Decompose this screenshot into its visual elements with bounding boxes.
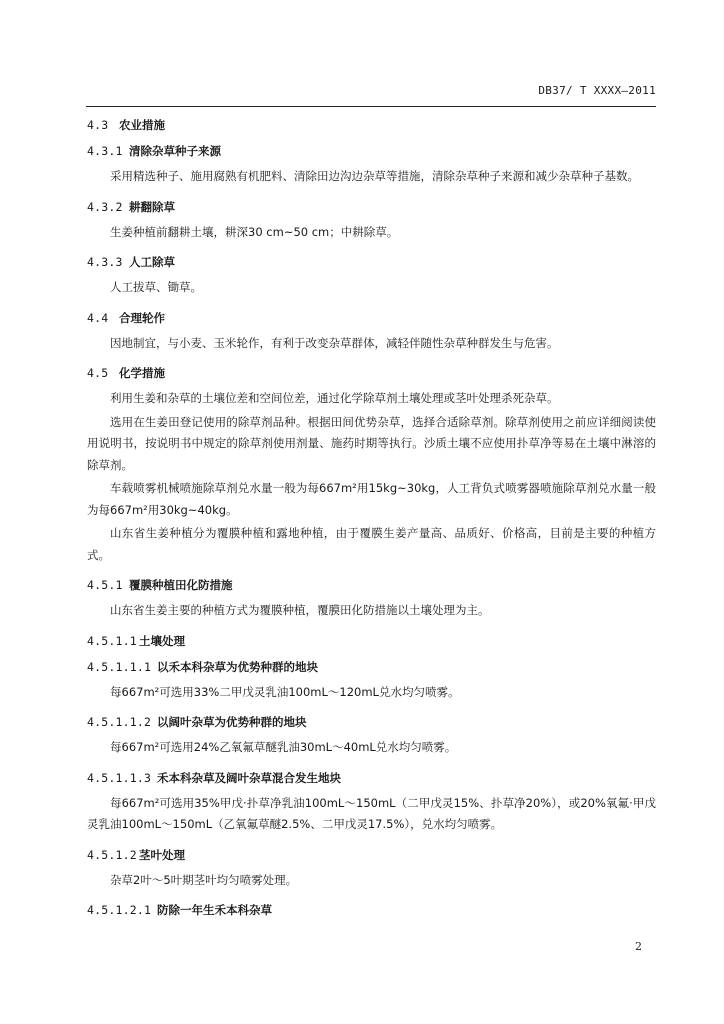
heading-4-5-1	[87, 572, 656, 598]
heading-title: 防除一年生禾本科杂草	[157, 903, 272, 917]
heading-title: 人工除草	[129, 255, 175, 269]
heading-number: 4.3	[87, 118, 109, 132]
paragraph: 利用生姜和杂草的土壤位差和空间位差，通过化学除草剂土壤处理或茎叶处理杀死杂草。	[110, 391, 559, 405]
heading-title: 耕翻除草	[129, 199, 175, 214]
paragraph: 生姜种植前翻耕土壤，耕深30 cm~50 cm；中耕除草。	[110, 224, 399, 239]
heading-number: 4.5.1	[87, 578, 123, 592]
heading-4-5-1-2	[87, 842, 656, 868]
heading-number: 4.5.1.2.1	[87, 903, 152, 917]
document-body	[87, 112, 656, 923]
header-rule	[86, 106, 656, 107]
heading-title: 覆膜种植田化防措施	[129, 578, 233, 592]
heading-title: 以阔叶杂草为优势种群的地块	[157, 715, 307, 729]
heading-4-5-1-1-1	[87, 654, 656, 680]
heading-number: 4.5.1.1.1	[87, 659, 152, 674]
heading-4-3	[87, 112, 656, 138]
heading-title: 茎叶处理	[139, 847, 185, 862]
paragraph: 杂草2叶～5叶期茎叶均匀喷雾处理。	[110, 872, 298, 887]
standard-code-header: DB37/ T XXXX—2011	[538, 84, 656, 97]
heading-number: 4.5.1.2	[87, 847, 137, 862]
heading-title: 禾本科杂草及阔叶杂草混合发生地块	[157, 770, 341, 785]
heading-number: 4.5	[87, 366, 109, 380]
heading-title: 土壤处理	[139, 633, 185, 648]
paragraph: 车载喷雾机械喷施除草剂兑水量一般为每667m²用15kg~30kg，人工背负式喷雾器喷施除草剂兑水量一般为每667m²用30kg~40kg。	[87, 481, 656, 517]
heading-4-3-3	[87, 249, 656, 275]
heading-number: 4.5.1.1.3	[87, 770, 152, 785]
heading-4-5-1-1-2	[87, 709, 656, 735]
paragraph: 每667m²可选用35%甲戊·扑草净乳油100mL～150mL（二甲戊灵15%、扑草净20%），或20%氧氟·甲戊灵乳油100mL～150mL（乙氧氟草醚2.5%、二甲戊灵17.5%），兑水均匀喷雾。	[87, 795, 656, 831]
heading-number: 4.5.1.1	[87, 633, 137, 648]
heading-4-4	[87, 305, 656, 331]
heading-4-5-1-2-1	[87, 897, 656, 923]
heading-number: 4.3.2	[87, 199, 123, 214]
heading-title: 合理轮作	[119, 310, 165, 325]
heading-4-3-1	[87, 138, 656, 164]
paragraph: 山东省生姜主要的种植方式为覆膜种植，覆膜田化防措施以土壤处理为主。	[110, 603, 490, 617]
paragraph: 因地制宜，与小麦、玉米轮作，有利于改变杂草群体，减轻伴随性杂草种群发生与危害。	[110, 335, 559, 350]
heading-4-3-2	[87, 194, 656, 220]
paragraph: 采用精选种子、施用腐熟有机肥料、清除田边沟边杂草等措施，清除杂草种子来源和减少杂草种子基数。	[110, 169, 639, 183]
heading-title: 农业措施	[119, 118, 165, 132]
page-number: 2	[635, 940, 642, 953]
heading-4-5	[87, 360, 656, 386]
heading-number: 4.4	[87, 310, 109, 325]
heading-title: 以禾本科杂草为优势种群的地块	[157, 659, 318, 674]
heading-number: 4.3.1	[87, 144, 123, 158]
paragraph: 选用在生姜田登记使用的除草剂品种。根据田间优势杂草，选择合适除草剂。除草剂使用之前应详细阅读使用说明书，按说明书中规定的除草剂使用剂量、施药时期等执行。沙质土壤不应使用扑草净等易在土壤中淋溶的除草剂。	[87, 414, 656, 472]
paragraph: 每667m²可选用33%二甲戊灵乳油100mL～120mL兑水均匀喷雾。	[110, 684, 460, 699]
heading-number: 4.3.3	[87, 255, 123, 269]
paragraph: 人工拔草、锄草。	[110, 280, 202, 294]
heading-4-5-1-1-3	[87, 765, 656, 791]
heading-number: 4.5.1.1.2	[87, 715, 152, 729]
heading-title: 清除杂草种子来源	[129, 144, 221, 158]
heading-title: 化学措施	[119, 366, 165, 380]
paragraph: 每667m²可选用24%乙氧氟草醚乳油30mL～40mL兑水均匀喷雾。	[110, 740, 457, 754]
heading-4-5-1-1	[87, 628, 656, 654]
paragraph: 山东省生姜种植分为覆膜种植和露地种植，由于覆膜生姜产量高、品质好、价格高，目前是主要的种植方式。	[87, 526, 656, 562]
